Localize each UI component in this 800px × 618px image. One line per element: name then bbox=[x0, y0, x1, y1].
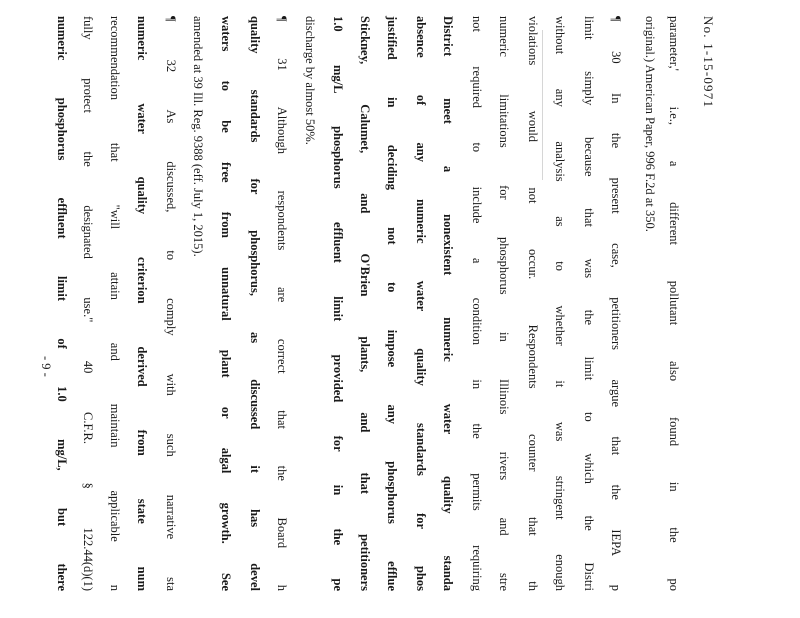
body-line: not required to include a condition in the permits requiring bbox=[470, 16, 484, 591]
body-line: numeric water quality criterion derived from state num bbox=[135, 16, 149, 591]
body-line: District meet a nonexistent numeric water quality standa bbox=[441, 16, 455, 591]
page-number: - 9 - bbox=[39, 356, 53, 377]
paragraph-32-start: ¶ 32 As discussed, to comply with such narrative sta bbox=[164, 16, 178, 591]
body-line: original.) American Paper, 996 F.2d at 350. bbox=[643, 16, 657, 232]
body-line: numeric limitations for phosphorus in Illinois rivers and stre bbox=[497, 16, 511, 591]
body-line: absence of any numeric water quality standards for phos bbox=[414, 16, 428, 591]
body-line: quality standards for phosphorus, as discussed it has devel bbox=[248, 16, 262, 591]
rotated-text-block bbox=[39, 16, 716, 591]
body-line: Stickney, Calumet, and O'Brien plants, and that petitioners bbox=[358, 16, 372, 591]
body-line: numeric phosphorus effluent limit of 1.0 mg/L, but there bbox=[55, 16, 69, 591]
body-line: fully protect the designated use." 40 C.F.R. § 122.44(d)(1) bbox=[81, 16, 95, 591]
body-line: limit simply because that was the limit to which the Distri bbox=[582, 16, 596, 591]
body-line: waters to be free from unnatural plant or algal growth. See bbox=[219, 16, 233, 591]
body-line: recommendation that "will attain and maintain applicable n bbox=[108, 16, 122, 591]
body-line: discharge by almost 50%. bbox=[303, 16, 317, 145]
case-number: No. 1-15-0971 bbox=[701, 16, 716, 109]
paragraph-31-start: ¶ 31 Although respondents are correct that the Board h bbox=[275, 16, 289, 591]
body-line: 1.0 mg/L phosphorus effluent limit provided for in the pe bbox=[331, 16, 345, 591]
body-line: without any analysis as to whether it was stringent enough bbox=[553, 16, 567, 591]
body-line: amended at 39 Ill. Reg. 9388 (eff. July 1, 2015). bbox=[191, 16, 205, 257]
body-line: violations would not occur. Respondents counter that th bbox=[526, 16, 540, 591]
body-line: parameter,' i.e., a different pollutant also found in the po bbox=[667, 16, 681, 591]
body-line: justified in deciding not to impose any phosphorus efflue bbox=[385, 16, 399, 591]
paragraph-30-start: ¶ 30 In the present case, petitioners argue that the IEPA p bbox=[609, 16, 623, 591]
